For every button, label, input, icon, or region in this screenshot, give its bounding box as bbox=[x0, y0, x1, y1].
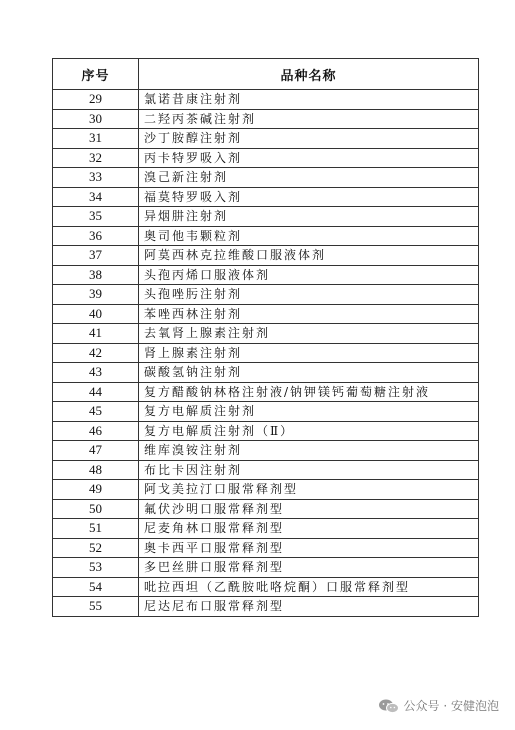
watermark bbox=[378, 697, 499, 714]
table-row bbox=[53, 226, 479, 246]
table-row bbox=[53, 187, 479, 207]
row-drug-name: 苯唑西林注射剂 bbox=[139, 304, 479, 324]
table-row bbox=[53, 324, 479, 344]
row-number: 40 bbox=[53, 304, 139, 324]
row-number: 48 bbox=[53, 460, 139, 480]
row-drug-name: 阿戈美拉汀口服常释剂型 bbox=[139, 480, 479, 500]
table-row bbox=[53, 168, 479, 188]
row-number: 31 bbox=[53, 129, 139, 149]
column-header-name: 品种名称 bbox=[139, 59, 479, 90]
row-number: 47 bbox=[53, 441, 139, 461]
row-number: 38 bbox=[53, 265, 139, 285]
row-drug-name: 二羟丙茶碱注射剂 bbox=[139, 109, 479, 129]
table-row bbox=[53, 480, 479, 500]
table-row bbox=[53, 246, 479, 266]
row-drug-name: 碳酸氢钠注射剂 bbox=[139, 363, 479, 383]
row-drug-name: 沙丁胺醇注射剂 bbox=[139, 129, 479, 149]
table-body bbox=[53, 90, 479, 617]
row-number: 50 bbox=[53, 499, 139, 519]
table-row bbox=[53, 402, 479, 422]
table-row bbox=[53, 207, 479, 227]
row-number: 55 bbox=[53, 597, 139, 617]
row-number: 49 bbox=[53, 480, 139, 500]
row-drug-name: 溴己新注射剂 bbox=[139, 168, 479, 188]
row-drug-name: 复方醋酸钠林格注射液/钠钾镁钙葡萄糖注射液 bbox=[139, 382, 479, 402]
row-drug-name: 去氧肾上腺素注射剂 bbox=[139, 324, 479, 344]
row-drug-name: 复方电解质注射剂（Ⅱ） bbox=[139, 421, 479, 441]
row-number: 46 bbox=[53, 421, 139, 441]
row-number: 32 bbox=[53, 148, 139, 168]
row-number: 53 bbox=[53, 558, 139, 578]
table-row bbox=[53, 441, 479, 461]
row-drug-name: 尼达尼布口服常释剂型 bbox=[139, 597, 479, 617]
drug-list-table bbox=[52, 58, 479, 617]
row-number: 44 bbox=[53, 382, 139, 402]
wechat-icon bbox=[378, 698, 400, 714]
row-number: 36 bbox=[53, 226, 139, 246]
table-row bbox=[53, 577, 479, 597]
column-header-number: 序号 bbox=[53, 59, 139, 90]
table-row bbox=[53, 148, 479, 168]
table-row bbox=[53, 519, 479, 539]
table-row bbox=[53, 558, 479, 578]
row-number: 39 bbox=[53, 285, 139, 305]
row-drug-name: 多巴丝肼口服常释剂型 bbox=[139, 558, 479, 578]
table-row bbox=[53, 304, 479, 324]
table-row bbox=[53, 499, 479, 519]
table-row bbox=[53, 285, 479, 305]
table-row bbox=[53, 460, 479, 480]
table-header-row bbox=[53, 59, 479, 90]
table-row bbox=[53, 90, 479, 110]
table-row bbox=[53, 597, 479, 617]
row-number: 54 bbox=[53, 577, 139, 597]
row-drug-name: 奥司他韦颗粒剂 bbox=[139, 226, 479, 246]
row-number: 42 bbox=[53, 343, 139, 363]
table-row bbox=[53, 363, 479, 383]
row-number: 45 bbox=[53, 402, 139, 422]
row-drug-name: 氟伏沙明口服常释剂型 bbox=[139, 499, 479, 519]
row-number: 37 bbox=[53, 246, 139, 266]
row-number: 35 bbox=[53, 207, 139, 227]
row-drug-name: 头孢唑肟注射剂 bbox=[139, 285, 479, 305]
row-drug-name: 异烟肼注射剂 bbox=[139, 207, 479, 227]
watermark-text: 公众号 · 安健泡泡 bbox=[403, 699, 499, 713]
row-number: 30 bbox=[53, 109, 139, 129]
row-number: 51 bbox=[53, 519, 139, 539]
row-drug-name: 头孢丙烯口服液体剂 bbox=[139, 265, 479, 285]
row-drug-name: 丙卡特罗吸入剂 bbox=[139, 148, 479, 168]
table-row bbox=[53, 421, 479, 441]
row-drug-name: 尼麦角林口服常释剂型 bbox=[139, 519, 479, 539]
row-number: 41 bbox=[53, 324, 139, 344]
row-number: 34 bbox=[53, 187, 139, 207]
row-drug-name: 氯诺昔康注射剂 bbox=[139, 90, 479, 110]
row-number: 33 bbox=[53, 168, 139, 188]
row-drug-name: 维库溴铵注射剂 bbox=[139, 441, 479, 461]
table-row bbox=[53, 382, 479, 402]
table-row bbox=[53, 109, 479, 129]
row-drug-name: 吡拉西坦（乙酰胺吡咯烷酮）口服常释剂型 bbox=[139, 577, 479, 597]
row-number: 43 bbox=[53, 363, 139, 383]
table-row bbox=[53, 265, 479, 285]
row-drug-name: 福莫特罗吸入剂 bbox=[139, 187, 479, 207]
row-drug-name: 布比卡因注射剂 bbox=[139, 460, 479, 480]
row-drug-name: 肾上腺素注射剂 bbox=[139, 343, 479, 363]
table-row bbox=[53, 129, 479, 149]
table-row bbox=[53, 538, 479, 558]
row-number: 29 bbox=[53, 90, 139, 110]
table-row bbox=[53, 343, 479, 363]
row-drug-name: 阿莫西林克拉维酸口服液体剂 bbox=[139, 246, 479, 266]
row-number: 52 bbox=[53, 538, 139, 558]
row-drug-name: 奥卡西平口服常释剂型 bbox=[139, 538, 479, 558]
row-drug-name: 复方电解质注射剂 bbox=[139, 402, 479, 422]
